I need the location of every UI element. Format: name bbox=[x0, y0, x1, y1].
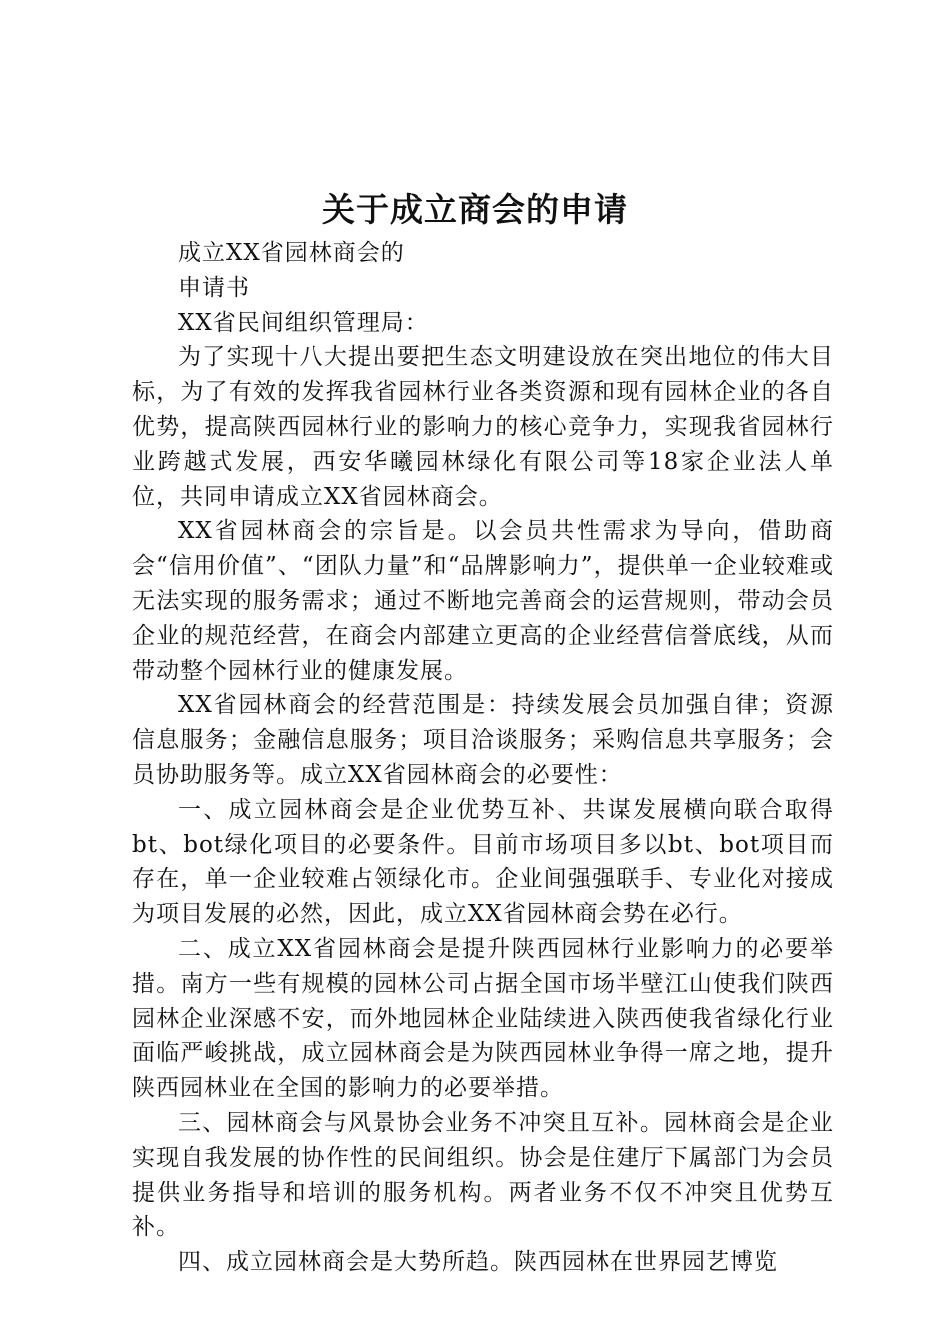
paragraph-point-1: 一、成立园林商会是企业优势互补、共谋发展横向联合取得bt、bot绿化项目的必要条件。目前市场项目多以bt、bot项目而存在，单一企业较难占领绿化市。企业间强强联手、专业化对接成为项目发展的必然，因此，成立XX省园林商会势在必行。 bbox=[132, 796, 834, 928]
paragraph-scope: XX省园林商会的经营范围是：持续发展会员加强自律；资源信息服务；金融信息服务；项目洽谈服务；采购信息共享服务；会员协助服务等。成立XX省园林商会的必要性： bbox=[132, 692, 834, 788]
heading-line-1: 成立XX省园林商会的 bbox=[178, 240, 405, 266]
document-title: 关于成立商会的申请 bbox=[322, 190, 628, 229]
document-body bbox=[132, 236, 834, 1280]
paragraph-point-3: 三、园林商会与风景协会业务不冲突且互补。园林商会是企业实现自我发展的协作性的民间组织。协会是住建厅下属部门为会员提供业务指导和培训的服务机构。两者业务不仅不冲突且优势互补。 bbox=[132, 1109, 834, 1241]
paragraph-point-4: 四、成立园林商会是大势所趋。陕西园林在世界园艺博览 bbox=[178, 1249, 778, 1276]
addressee: XX省民间组织管理局： bbox=[178, 309, 429, 336]
paragraph-purpose: XX省园林商会的宗旨是。以会员共性需求为导向，借助商会“信用价值”、“团队力量”和“品牌影响力”，提供单一企业较难或无法实现的服务需求；通过不断地完善商会的运营规则，带动会员企业的规范经营，在商会内部建立更高的企业经营信誉底线，从而带动整个园林行业的健康发展。 bbox=[132, 518, 834, 684]
paragraph-intro: 为了实现十八大提出要把生态文明建设放在突出地位的伟大目标，为了有效的发挥我省园林行业各类资源和现有园林企业的各自优势，提高陕西园林行业的影响力的核心竞争力，实现我省园林行业跨越式发展，西安华曦园林绿化有限公司等18家企业法人单位，共同申请成立XX省园林商会。 bbox=[132, 344, 834, 510]
heading-line-2: 申请书 bbox=[178, 274, 250, 301]
paragraph-point-2: 二、成立XX省园林商会是提升陕西园林行业影响力的必要举措。南方一些有规模的园林公司占据全国市场半壁江山使我们陕西园林企业深感不安，而外地园林企业陆续进入陕西使我省绿化行业面临严峻挑战，成立园林商会是为陕西园林业争得一席之地，提升陕西园林业在全国的影响力的必要举措。 bbox=[132, 935, 834, 1102]
